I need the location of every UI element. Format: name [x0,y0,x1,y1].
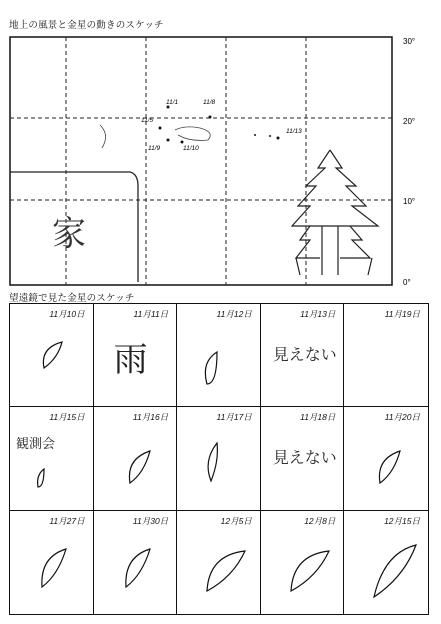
venus-phase-drawing [10,511,94,615]
observation-cell [177,304,261,407]
observation-cell [261,407,345,510]
venus-phase-drawing [344,511,428,615]
observation-date: 11月11日 [133,309,169,319]
observation-cell [177,407,261,510]
observation-cell [261,511,345,614]
observation-cell [344,511,428,614]
venus-label: 11/8 [203,99,216,106]
observation-date: 11月30日 [132,515,169,526]
venus-phase-drawing [94,407,178,511]
venus-label: 11/5 [141,117,154,124]
observation-cell [10,407,94,510]
observation-cell [94,511,178,614]
axis-label-10: 10° [403,197,416,206]
observation-cell [10,511,94,614]
observation-cell [94,304,178,407]
venus-phase-drawing [177,304,261,408]
venus-label: 11/13 [286,128,302,135]
venus-phase-drawing [10,407,94,511]
observation-cell [344,407,428,510]
observation-cell [344,304,428,407]
observation-cell [94,407,178,510]
observation-date: 12月5日 [220,515,252,526]
venus-positions [141,99,302,152]
observation-date: 11月17日 [216,412,252,423]
house-label: 家 [52,214,86,254]
observation-date: 11月12日 [216,309,252,319]
venus-phase-drawing [177,407,261,511]
observation-date: 11月20日 [384,412,420,423]
venus-label: 11/9 [148,145,161,152]
observation-note: 雨 [113,340,148,380]
venus-label: 11/1 [166,99,179,106]
axis-label-20: 20° [403,117,416,126]
observation-date: 12月15日 [384,515,420,526]
observation-cell [10,304,94,407]
venus-label: 11/10 [183,145,199,152]
observation-note: 観測会 [16,437,56,453]
venus-phase-drawing [10,304,94,408]
venus-dot [277,137,280,140]
observation-date: 11月18日 [300,412,336,423]
observation-date: 11月19日 [384,309,420,319]
tree-drawing [292,150,378,275]
observation-cell [261,304,345,407]
venus-dot [209,116,212,119]
observation-date: 11月16日 [132,412,169,423]
observation-date: 11月10日 [49,309,85,319]
axis-label-30: 30° [403,37,416,46]
observation-note: 見えない [272,345,337,364]
observation-date: 11月27日 [49,515,85,526]
axis-label-0: 0° [403,278,411,287]
observation-cell [177,511,261,614]
venus-dot [181,141,184,144]
venus-dot [167,139,170,142]
observation-date: 11月15日 [49,412,85,423]
venus-phase-drawing [94,511,178,615]
ground-sketch [0,0,441,300]
ground-sketch-title: 地上の風景と金星の動きのスケッチ [9,20,164,31]
venus-phase-drawing [344,407,428,511]
observation-date: 11月13日 [300,309,336,319]
venus-phase-drawing [177,511,261,615]
observation-note: 見えない [272,448,337,468]
telescope-grid [9,303,429,615]
telescope-sketch-title: 望遠鏡で見た金星のスケッチ [9,293,135,304]
venus-dot [159,127,162,130]
venus-phase-drawing [261,511,345,615]
observation-date: 12月8日 [304,515,336,526]
